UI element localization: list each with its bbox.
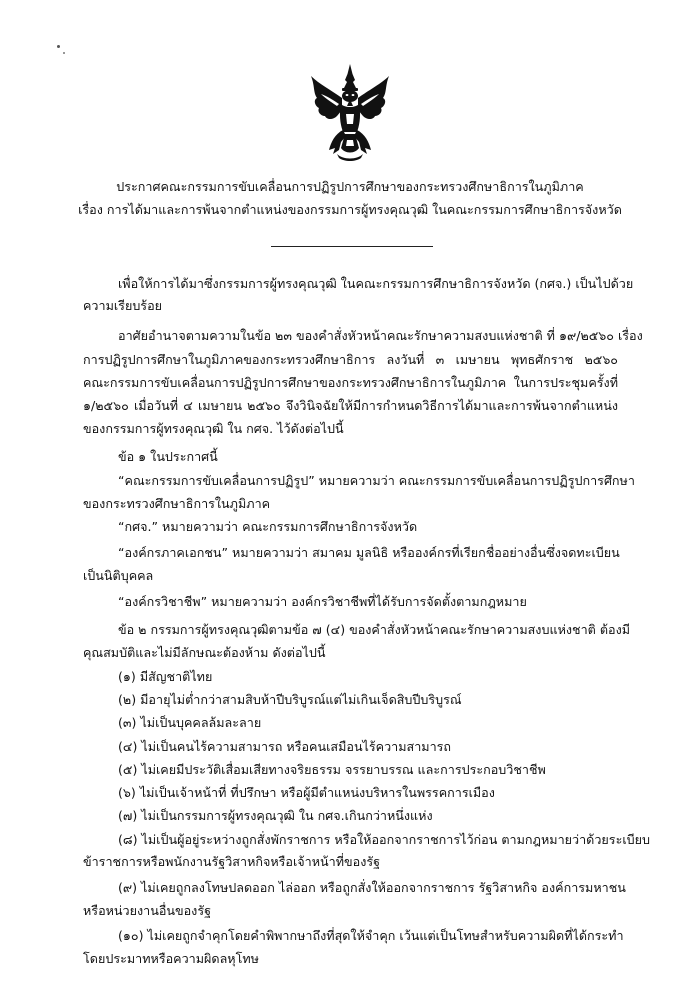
authority-paragraph-line: ของกรรมการผู้ทรงคุณวุฒิ ใน กศจ. ไว้ดังต่อไปนี้ <box>83 421 344 436</box>
authority-paragraph-line: ๑/๒๕๖๐ เมื่อวันที่ ๔ เมษายน ๒๕๖๐ จึงวินิจฉัยให้มีการกำหนดวิธีการได้มาและการพ้นจากตำแหน่ง <box>83 398 618 413</box>
clause-2-line: ข้อ ๒ กรรมการผู้ทรงคุณวุฒิตามข้อ ๗ (๔) ของคำสั่งหัวหน้าคณะรักษาความสงบแห่งชาติ ต้องมี <box>118 622 631 637</box>
scan-speck <box>63 52 65 54</box>
authority-paragraph-line: การปฏิรูปการศึกษาในภูมิภาคของกระทรวงศึกษาธิการ ลงวันที่ ๓ เมษายน พุทธศักราช ๒๕๖๐ <box>83 352 618 367</box>
qualification-item: โดยประมาทหรือความผิดลหุโทษ <box>83 951 259 966</box>
definition-line: “กศจ.” หมายความว่า คณะกรรมการศึกษาธิการจังหวัด <box>118 519 418 534</box>
definition-line: “องค์กรวิชาชีพ” หมายความว่า องค์กรวิชาชีพที่ได้รับการจัดตั้งตามกฎหมาย <box>118 594 527 609</box>
qualification-item: (๕) ไม่เคยมีประวัติเสื่อมเสียทางจริยธรรม จรรยาบรรณ และการประกอบวิชาชีพ <box>118 762 546 777</box>
qualification-item: หรือหน่วยงานอื่นของรัฐ <box>83 903 212 918</box>
qualification-item: (๗) ไม่เป็นกรรมการผู้ทรงคุณวุฒิ ใน กศจ.เกินกว่าหนึ่งแห่ง <box>118 808 433 823</box>
qualification-item: (๔) ไม่เป็นคนไร้ความสามารถ หรือคนเสมือนไร้ความสามารถ <box>118 739 452 754</box>
qualification-item: (๒) มีอายุไม่ต่ำกว่าสามสิบห้าปีบริบูรณ์แต่ไม่เกินเจ็ดสิบปีบริบูรณ์ <box>118 692 462 707</box>
authority-paragraph-line: อาศัยอำนาจตามความในข้อ ๒๓ ของคำสั่งหัวหน้าคณะรักษาความสงบแห่งชาติ ที่ ๑๙/๒๕๖๐ เรื่อง <box>118 328 643 343</box>
clause-1-heading: ข้อ ๑ ในประกาศนี้ <box>118 449 218 464</box>
clause-2-line: คุณสมบัติและไม่มีลักษณะต้องห้าม ดังต่อไปนี้ <box>83 645 326 660</box>
definition-line: “คณะกรรมการขับเคลื่อนการปฏิรูป” หมายความว่า คณะกรรมการขับเคลื่อนการปฏิรูปการศึกษา <box>118 473 635 488</box>
authority-paragraph-line: คณะกรรมการขับเคลื่อนการปฏิรูปการศึกษาของกระทรวงศึกษาธิการในภูมิภาค ในการประชุมครั้งที่ <box>83 375 618 390</box>
qualification-item: (๘) ไม่เป็นผู้อยู่ระหว่างถูกสั่งพักราชการ หรือให้ออกจากราชการไว้ก่อน ตามกฎหมายว่าด้วยระเบียบ <box>118 832 651 847</box>
qualification-item: (๓) ไม่เป็นบุคคลล้มละลาย <box>118 715 262 730</box>
qualification-item: ข้าราชการหรือพนักงานรัฐวิสาหกิจหรือเจ้าหน้าที่ของรัฐ <box>83 854 381 869</box>
scan-speck <box>57 45 60 48</box>
title-divider <box>271 246 433 247</box>
qualification-item: (๑๐) ไม่เคยถูกจำคุกโดยคำพิพากษาถึงที่สุดให้จำคุก เว้นแต่เป็นโทษสำหรับความผิดที่ได้กระทำ <box>118 928 624 943</box>
definition-line: “องค์กรภาคเอกชน” หมายความว่า สมาคม มูลนิธิ หรือองค์กรที่เรียกชื่ออย่างอื่นซึ่งจดทะเบียน <box>118 545 620 560</box>
qualification-item: (๑) มีสัญชาติไทย <box>118 669 213 684</box>
qualification-item: (๖) ไม่เป็นเจ้าหน้าที่ ที่ปรึกษา หรือผู้มีตำแหน่งบริหารในพรรคการเมือง <box>118 785 495 800</box>
announcement-subject: เรื่อง การได้มาและการพ้นจากตำแหน่งของกรรมการผู้ทรงคุณวุฒิ ในคณะกรรมการศึกษาธิการจังหวัด <box>78 202 622 217</box>
definition-line: เป็นนิติบุคคล <box>83 568 154 583</box>
announcement-title: ประกาศคณะกรรมการขับเคลื่อนการปฏิรูปการศึกษาของกระทรวงศึกษาธิการในภูมิภาค <box>116 179 584 194</box>
definition-line: ของกระทรวงศึกษาธิการในภูมิภาค <box>83 496 271 511</box>
garuda-emblem-icon <box>309 64 391 162</box>
preamble-line: ความเรียบร้อย <box>83 298 163 313</box>
qualification-item: (๙) ไม่เคยถูกลงโทษปลดออก ไล่ออก หรือถูกสั่งให้ออกจากราชการ รัฐวิสาหกิจ องค์การมหาชน <box>118 880 626 895</box>
preamble-line: เพื่อให้การได้มาซึ่งกรรมการผู้ทรงคุณวุฒิ ในคณะกรรมการศึกษาธิการจังหวัด (กศจ.) เป็นไปด้วย <box>118 276 634 291</box>
